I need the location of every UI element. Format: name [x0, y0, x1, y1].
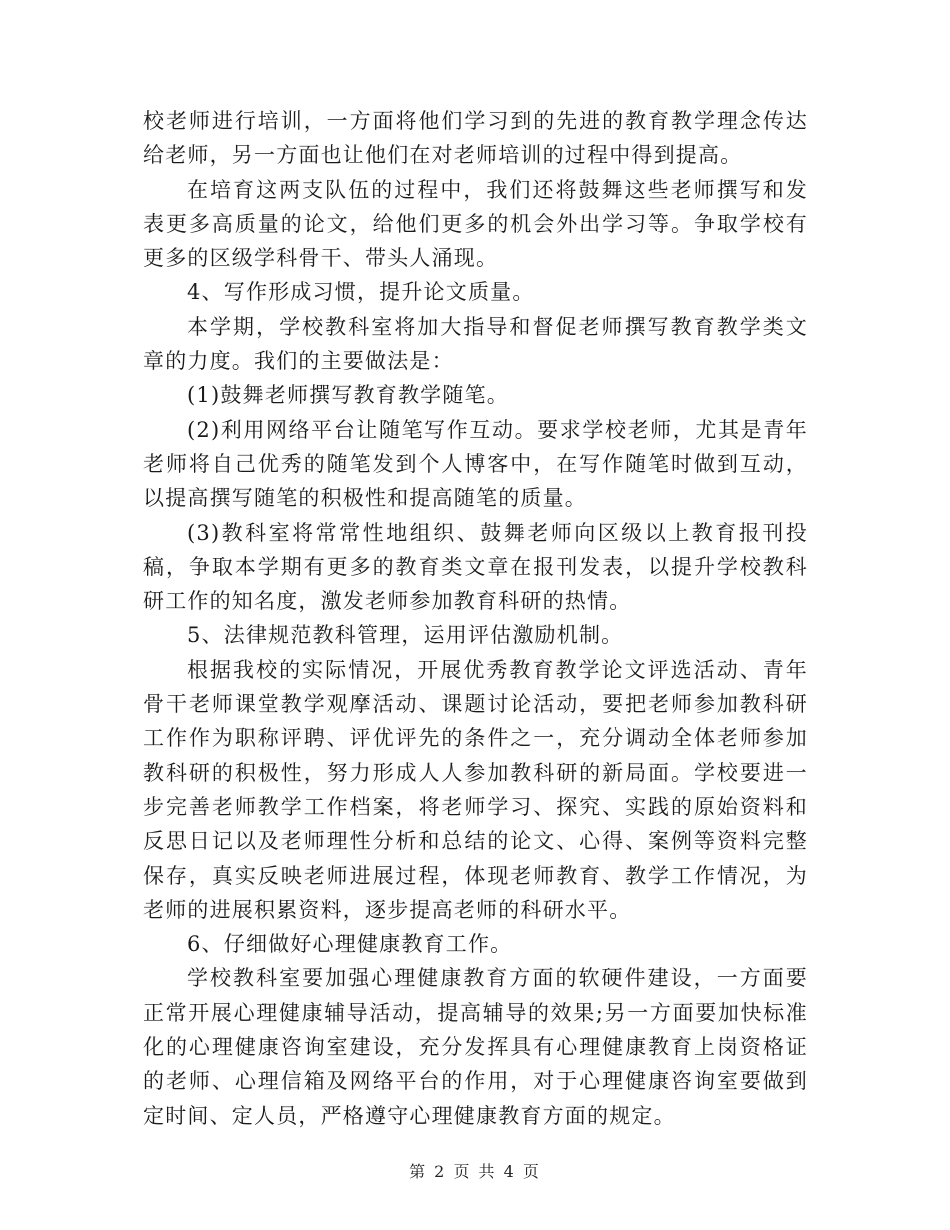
section-heading-4: 4、写作形成习惯，提升论文质量。: [187, 280, 535, 305]
paragraph-1: 校老师进行培训，一方面将他们学习到的先进的教育教学理念传达给老师，另一方面也让他们在对老师培训的过程中得到提高。: [143, 109, 808, 168]
section-heading-5: 5、法律规范教科管理，运用评估激励机制。: [187, 623, 624, 648]
section-heading-6: 6、仔细做好心理健康教育工作。: [187, 932, 513, 957]
list-item-2: (2)利用网络平台让随笔写作互动。要求学校老师，尤其是青年老师将自己优秀的随笔发到个人博客中，在写作随笔时做到互动，以提高撰写随笔的积极性和提高随笔的质量。: [143, 417, 808, 511]
paragraph-2: 在培育这两支队伍的过程中，我们还将鼓舞这些老师撰写和发表更多高质量的论文，给他们更多的机会外出学习等。争取学校有更多的区级学科骨干、带头人涌现。: [143, 177, 808, 271]
document-body: [143, 104, 808, 1133]
list-item-1: (1)鼓舞老师撰写教育教学随笔。: [187, 383, 509, 408]
list-item-3: (3)教科室将常常性地组织、鼓舞老师向区级以上教育报刊投稿，争取本学期有更多的教育类文章在报刊发表，以提升学校教科研工作的知名度，激发老师参加教育科研的热情。: [143, 520, 808, 614]
paragraph-4: 本学期，学校教科室将加大指导和督促老师撰写教育教学类文章的力度。我们的主要做法是：: [143, 314, 808, 374]
paragraph-9: 根据我校的实际情况，开展优秀教育教学论文评选活动、青年骨干老师课堂教学观摩活动、课题讨论活动，要把老师参加教科研工作作为职称评聘、评优评先的条件之一，充分调动全体老师参加教科研的积极性，努力形成人人参加教科研的新局面。学校要进一步完善老师教学工作档案，将老师学习、探究、实践的原始资料和反思日记以及老师理性分析和总结的论文、心得、案例等资料完整保存，真实反映老师进展过程，体现老师教育、教学工作情况，为老师的进展积累资料，逐步提高老师的科研水平。: [143, 657, 808, 922]
page-number-footer: 第 2 页 共 4 页: [409, 1162, 541, 1181]
paragraph-11: 学校教科室要加强心理健康教育方面的软硬件建设，一方面要正常开展心理健康辅导活动，提高辅导的效果;另一方面要加快标准化的心理健康咨询室建设，充分发挥具有心理健康教育上岗资格证的老师、心理信箱及网络平台的作用，对于心理健康咨询室要做到定时间、定人员，严格遵守心理健康教育方面的规定。: [143, 966, 808, 1128]
